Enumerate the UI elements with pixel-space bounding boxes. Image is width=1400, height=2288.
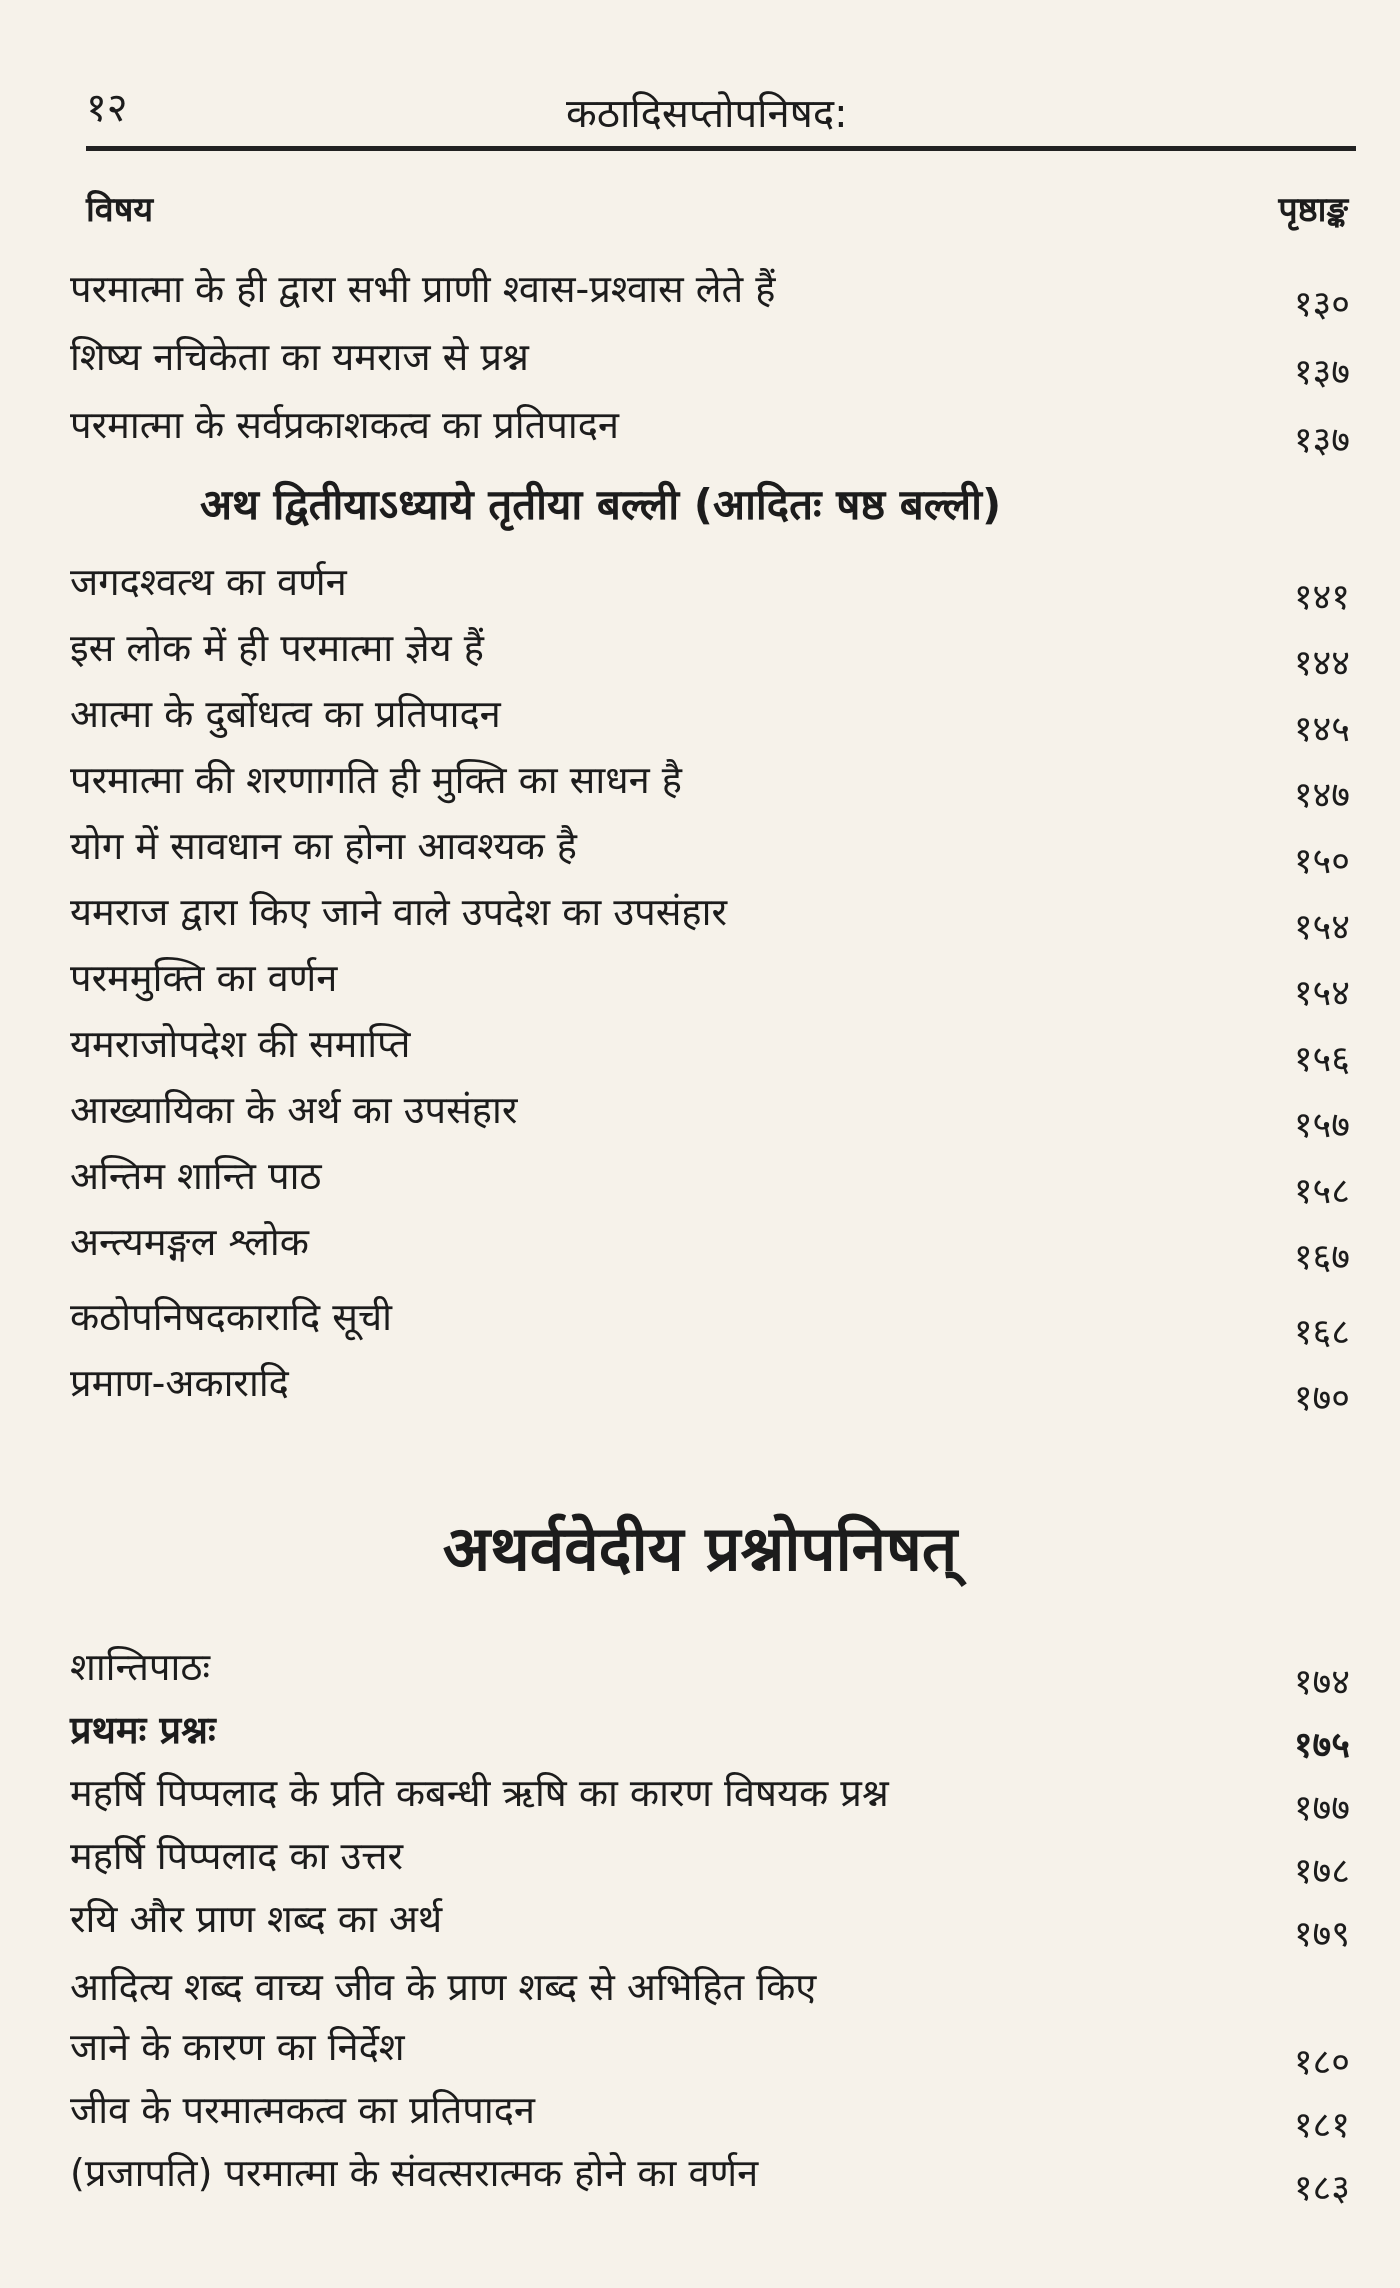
toc-entry-text: प्रथमः प्रश्नः (70, 1708, 216, 1752)
toc-row (70, 1215, 1350, 1278)
toc-entry-text: अन्तिम शान्ति पाठ (70, 1154, 322, 1198)
page-number: १२ (86, 85, 128, 131)
toc-entry-text: आख्यायिका के अर्थ का उपसंहार (70, 1088, 518, 1132)
toc-entry-text: (प्रजापति) परमात्मा के संवत्सरात्मक होने का वर्णन (70, 2151, 759, 2195)
toc-entry-page: १५४ (1293, 907, 1350, 948)
toc-entry-page: १७९ (1293, 1914, 1350, 1955)
toc-entry-page: १५७ (1293, 1105, 1350, 1146)
toc-entry-text: यमराज द्वारा किए जाने वाले उपदेश का उपसंहार (70, 890, 727, 934)
toc-entry-text: शिष्य नचिकेता का यमराज से प्रश्न (70, 335, 529, 379)
toc-entry-text: इस लोक में ही परमात्मा ज्ञेय हैं (70, 626, 484, 670)
toc-row (70, 1703, 1350, 1766)
toc-row (70, 885, 1350, 948)
toc-row (70, 2020, 1350, 2083)
toc-entry-text: महर्षि पिप्पलाद का उत्तर (70, 1834, 404, 1878)
toc-entry-page: १७४ (1293, 1662, 1350, 1703)
toc-entry-page: १७८ (1293, 1851, 1350, 1892)
toc-entry-text: जाने के कारण का निर्देश (70, 2025, 405, 2069)
toc-entry-text: यमराजोपदेश की समाप्ति (70, 1022, 411, 1066)
toc-entry-page: १८३ (1293, 2168, 1350, 2209)
toc-entry-page: १७० (1293, 1378, 1350, 1419)
toc-entry-text: परमात्मा की शरणागति ही मुक्ति का साधन है (70, 758, 682, 802)
toc-entry-page: १३० (1293, 284, 1350, 325)
toc-row (70, 1829, 1350, 1892)
toc-entry-page: १४७ (1293, 775, 1350, 816)
toc-row (70, 1960, 1350, 2016)
toc-row (70, 1017, 1350, 1080)
toc-entry-page: १५० (1293, 841, 1350, 882)
toc-entry-text: योग में सावधान का होना आवश्यक है (70, 824, 577, 868)
toc-entry-text: जगदश्वत्थ का वर्णन (70, 560, 347, 604)
toc-row (70, 330, 1350, 393)
toc-entry-text: आदित्य शब्द वाच्य जीव के प्राण शब्द से अभिहित किए (70, 1965, 817, 2009)
toc-row (70, 687, 1350, 750)
toc-entry-text: आत्मा के दुर्बोधत्व का प्रतिपादन (70, 692, 501, 736)
toc-entry-text: शान्तिपाठः (70, 1645, 211, 1689)
toc-entry-text: रयि और प्राण शब्द का अर्थ (70, 1897, 443, 1941)
toc-entry-page: १३७ (1293, 420, 1350, 461)
toc-entry-text: परमात्मा के सर्वप्रकाशकत्व का प्रतिपादन (70, 403, 619, 447)
toc-row (70, 2083, 1350, 2146)
column-heading-subject: विषय (86, 190, 154, 230)
toc-entry-page: १४५ (1293, 709, 1350, 750)
toc-entry-page: १५८ (1293, 1171, 1350, 1212)
toc-row (70, 398, 1350, 461)
toc-row (70, 262, 1350, 325)
toc-entry-text: प्रमाण-अकारादि (70, 1361, 289, 1405)
toc-entry-text: कठोपनिषदकारादि सूची (70, 1295, 392, 1339)
toc-row (70, 1356, 1350, 1419)
running-title: कठादिसप्तोपनिषद: (566, 91, 848, 137)
toc-entry-text: परममुक्ति का वर्णन (70, 956, 338, 1000)
header-rule (86, 146, 1356, 151)
toc-row (70, 951, 1350, 1014)
toc-entry-text: जीव के परमात्मकत्व का प्रतिपादन (70, 2088, 535, 2132)
toc-entry-page: १५६ (1293, 1039, 1350, 1080)
toc-entry-page: १६८ (1293, 1312, 1350, 1353)
toc-entry-page: १३७ (1293, 352, 1350, 393)
chapter-subheading: अथ द्वितीयाऽध्याये तृतीया बल्ली (आदितः षष्ठ बल्ली) (200, 480, 1002, 529)
toc-entry-page: १४१ (1293, 577, 1350, 618)
toc-row (70, 1892, 1350, 1955)
toc-row (70, 2146, 1350, 2209)
toc-row (70, 555, 1350, 618)
toc-row (70, 1640, 1350, 1703)
toc-entry-page: १७५ (1293, 1725, 1350, 1766)
toc-entry-page: १४४ (1293, 643, 1350, 684)
toc-entry-text: अन्त्यमङ्गल श्लोक (70, 1220, 309, 1264)
toc-row (70, 753, 1350, 816)
toc-row (70, 1083, 1350, 1146)
page-header (86, 78, 1356, 138)
column-heading-page: पृष्ठाङ्क (1278, 190, 1348, 230)
toc-row (70, 1149, 1350, 1212)
toc-entry-page: १८१ (1293, 2105, 1350, 2146)
toc-row (70, 1290, 1350, 1353)
toc-entry-page: १७७ (1293, 1788, 1350, 1829)
section-title: अथर्ववेदीय प्रश्नोपनिषत् (442, 1512, 958, 1585)
toc-entry-page: १६७ (1293, 1237, 1350, 1278)
toc-entry-text: परमात्मा के ही द्वारा सभी प्राणी श्वास-प्रश्वास लेते हैं (70, 267, 776, 311)
toc-entry-page: १५४ (1293, 973, 1350, 1014)
toc-row (70, 1766, 1350, 1829)
toc-row (70, 819, 1350, 882)
toc-entry-page: १८० (1293, 2042, 1350, 2083)
toc-entry-text: महर्षि पिप्पलाद के प्रति कबन्धी ऋषि का कारण विषयक प्रश्न (70, 1771, 889, 1815)
toc-row (70, 621, 1350, 684)
